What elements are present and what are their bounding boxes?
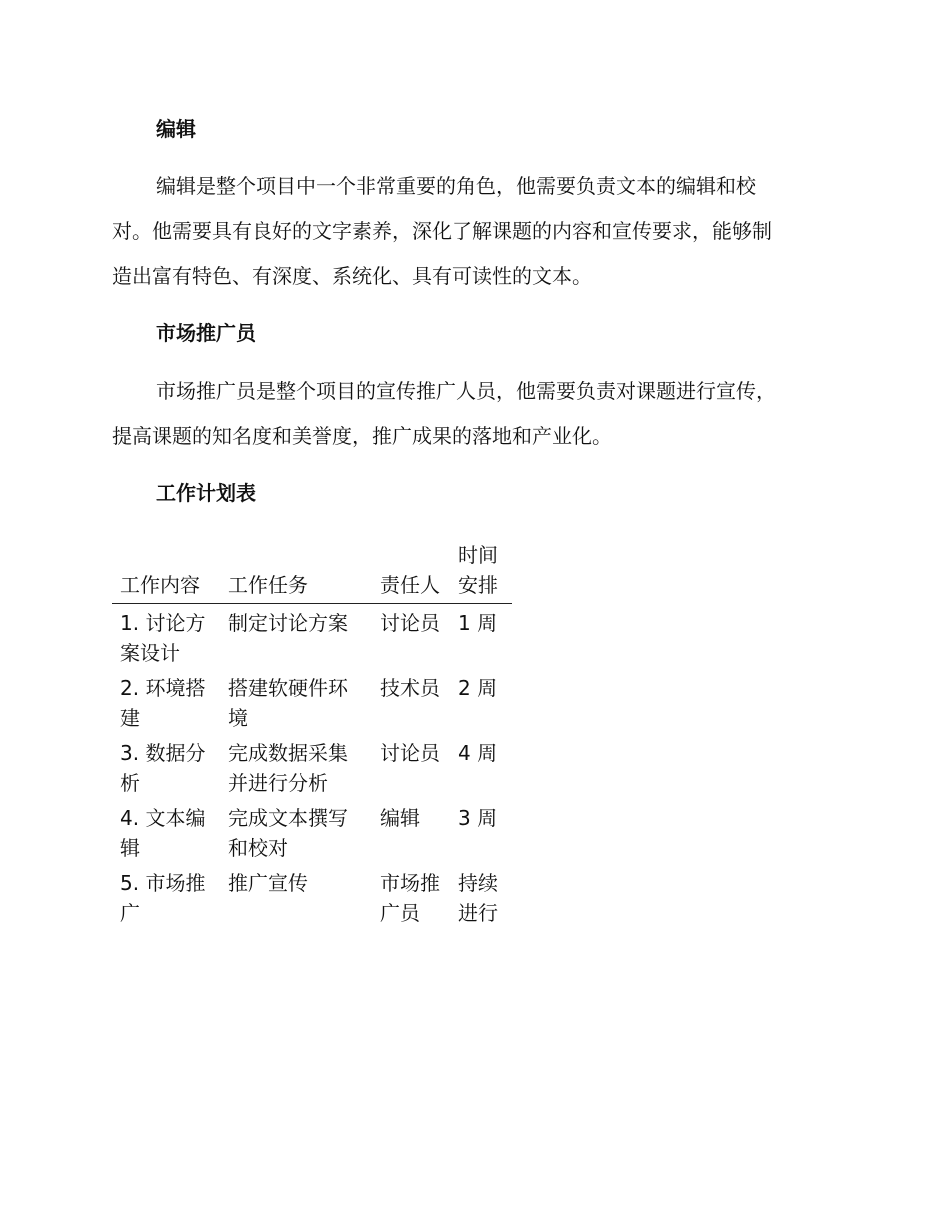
table-row: [112, 604, 512, 670]
table-row: [112, 669, 512, 734]
table-cell: 2 周: [458, 676, 498, 700]
paragraph-line: 市场推广员是整个项目的宣传推广人员，他需要负责对课题进行宣传，: [156, 379, 776, 403]
table-cell: 完成文本撰写和校对: [228, 806, 348, 860]
table-cell: 5. 市场推广: [120, 871, 206, 925]
table-cell: 4. 文本编辑: [120, 806, 206, 860]
table-cell: 3 周: [458, 806, 498, 830]
column-header-schedule: 时间安排: [450, 536, 512, 604]
table-row: [112, 864, 512, 929]
paragraph-line: 对。他需要具有良好的文字素养，深化了解课题的内容和宣传要求，能够制: [112, 219, 772, 243]
column-header-content: 工作内容: [112, 536, 220, 604]
table-row: [112, 799, 512, 864]
section-heading-marketing: 市场推广员: [156, 321, 256, 345]
column-header-owner: 责任人: [372, 536, 450, 604]
table-row: [112, 734, 512, 799]
table-cell: 讨论员: [380, 611, 440, 635]
table-cell: 3. 数据分析: [120, 741, 206, 795]
section-heading-editor: 编辑: [156, 117, 196, 141]
table-cell: 市场推广员: [380, 871, 440, 925]
work-plan-heading: 工作计划表: [156, 481, 256, 505]
table-cell: 编辑: [380, 806, 420, 830]
table-cell: 推广宣传: [228, 871, 308, 895]
table-cell: 技术员: [380, 676, 440, 700]
table-cell: 讨论员: [380, 741, 440, 765]
table-cell: 2. 环境搭建: [120, 676, 206, 730]
table-cell: 1. 讨论方案设计: [120, 611, 206, 665]
column-header-task: 工作任务: [220, 536, 372, 604]
section-paragraph-editor: [112, 171, 832, 291]
work-plan-table: [112, 536, 512, 929]
paragraph-line: 编辑是整个项目中一个非常重要的角色，他需要负责文本的编辑和校: [156, 174, 756, 198]
table-cell: 4 周: [458, 741, 498, 765]
table-cell: 搭建软硬件环境: [228, 676, 348, 730]
table-cell: 1 周: [458, 611, 498, 635]
table-cell: 制定讨论方案: [228, 611, 348, 635]
paragraph-line: 造出富有特色、有深度、系统化、具有可读性的文本。: [112, 264, 592, 288]
table-cell: 完成数据采集并进行分析: [228, 741, 348, 795]
table-header-row: [112, 536, 512, 604]
section-paragraph-marketing: [112, 376, 832, 451]
table-cell: 持续进行: [458, 871, 498, 925]
paragraph-line: 提高课题的知名度和美誉度，推广成果的落地和产业化。: [112, 424, 612, 448]
